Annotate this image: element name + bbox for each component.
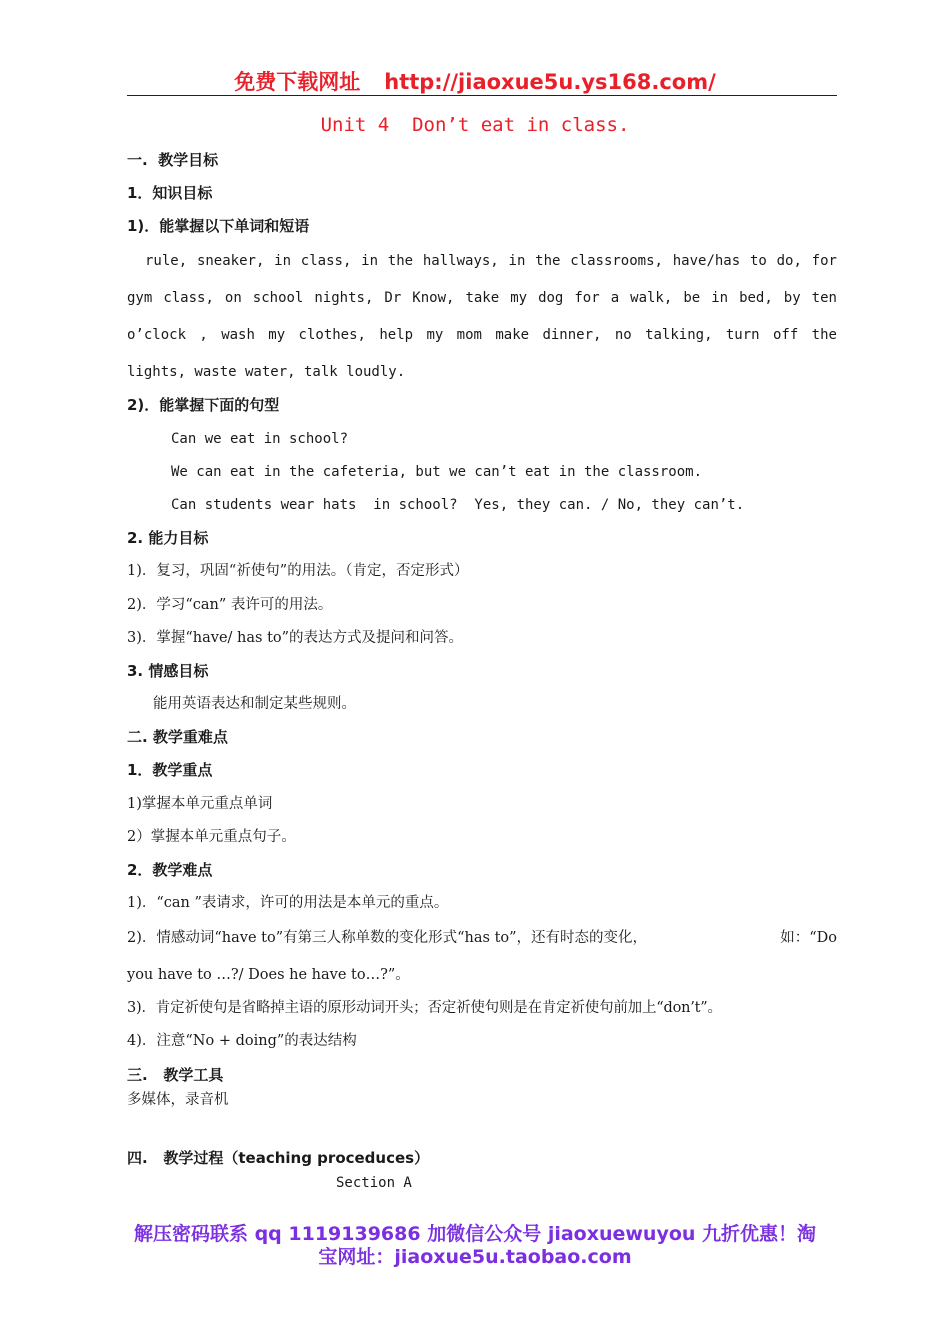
words-line-2 — [127, 288, 837, 308]
word-token: the — [811, 327, 837, 343]
difficulties-heading: 2．教学难点 — [127, 861, 213, 879]
difficulty-2-part-a: 2)．情感动词“have to”有第三人称单数的变化形式“has to”，还有时态的变化， — [127, 930, 648, 946]
word-token: dog — [538, 290, 564, 306]
page-title: Unit 4 Don’t eat in class. — [320, 114, 630, 136]
word-token: in — [274, 253, 292, 269]
word-token: gym — [127, 290, 153, 306]
ability-item-2: 2)．学习“can” 表许可的用法。 — [127, 597, 333, 613]
word-token: the — [535, 253, 561, 269]
word-token: bed, — [739, 290, 773, 306]
footer-line-1: 解压密码联系 qq 1119139686 加微信公众号 jiaoxuewuyou 九折优惠！淘 — [133, 1223, 817, 1245]
word-token: hallways, — [422, 253, 499, 269]
section-1-heading: 一. 教学目标 — [127, 151, 219, 169]
word-token: help — [379, 327, 414, 343]
emotion-goal-text: 能用英语表达和制定某些规则。 — [153, 696, 356, 712]
section-4-heading: 四. 教学过程（teaching proceduces） — [127, 1149, 430, 1167]
word-token: turn — [725, 327, 760, 343]
word-token: nights, — [314, 290, 374, 306]
key-point-2: 2）掌握本单元重点句子。 — [127, 829, 296, 845]
header-url-link[interactable]: http://jiaoxue5u.ys168.com/ — [384, 70, 716, 94]
word-token: on — [224, 290, 242, 306]
word-token: for — [574, 290, 600, 306]
words-line-1 — [145, 251, 837, 271]
knowledge-goal-heading: 1．知识目标 — [127, 184, 213, 202]
word-token: off — [772, 327, 799, 343]
word-token: Dr — [384, 290, 402, 306]
words-line-3 — [127, 325, 837, 345]
word-token: sneaker, — [196, 253, 265, 269]
word-token: in — [711, 290, 729, 306]
word-token: class, — [163, 290, 214, 306]
word-token: for — [811, 253, 837, 269]
sentences-heading: 2)．能掌握下面的句型 — [127, 396, 280, 414]
ability-goal-heading: 2. 能力目标 — [127, 529, 209, 547]
sentence-3: Can students wear hats in school? Yes, they can. / No, they can’t. — [171, 497, 745, 513]
header-label: 免费下载网址 — [234, 70, 361, 94]
word-token: clothes, — [298, 327, 366, 343]
word-token: the — [387, 253, 414, 269]
section-3-heading: 三. 教学工具 — [127, 1066, 224, 1084]
ability-item-1: 1)．复习，巩固“祈使句”的用法。（肯定，否定形式） — [127, 563, 469, 579]
difficulty-1: 1)．“can ”表请求，许可的用法是本单元的重点。 — [127, 895, 449, 911]
difficulty-4: 4)．注意“No + doing”的表达结构 — [127, 1033, 357, 1049]
teaching-tools-text: 多媒体，录音机 — [127, 1092, 229, 1108]
word-token: make — [495, 327, 530, 343]
word-token: to — [749, 253, 767, 269]
word-token: ten — [811, 290, 837, 306]
word-token: in — [508, 253, 526, 269]
difficulty-3: 3)．肯定祈使句是省略掉主语的原形动词开头；否定祈使句则是在肯定祈使句前加上“don’t”。 — [127, 1000, 722, 1016]
ability-item-3: 3)．掌握“have/ has to”的表达方式及提问和问答。 — [127, 630, 464, 646]
emotion-goal-heading: 3. 情感目标 — [127, 662, 209, 680]
word-token: class, — [300, 253, 352, 269]
word-token: have/has — [672, 253, 741, 269]
word-token: my — [426, 327, 444, 343]
section-2-heading: 二. 教学重难点 — [127, 728, 228, 746]
word-token: mom — [456, 327, 482, 343]
word-token: wash — [221, 327, 255, 343]
word-token: school — [252, 290, 304, 306]
word-token: by — [783, 290, 801, 306]
word-token: in — [361, 253, 379, 269]
section-a-label: Section A — [336, 1175, 412, 1191]
header-divider — [127, 95, 837, 96]
sentence-2: We can eat in the cafeteria, but we can’t eat in the classroom. — [171, 464, 703, 480]
word-token: classrooms, — [570, 253, 663, 269]
word-token: o’clock — [127, 327, 187, 343]
word-token: Know, — [412, 290, 455, 306]
header-banner — [0, 66, 950, 96]
word-token: walk, — [630, 290, 673, 306]
difficulty-2-part-c: you have to …?/ Does he have to…?”。 — [127, 967, 410, 983]
word-token: no — [614, 327, 632, 343]
difficulty-2-part-b: 如：“Do — [780, 930, 837, 946]
key-point-1: 1)掌握本单元重点单词 — [127, 796, 273, 812]
word-token: my — [510, 290, 528, 306]
word-token: rule, — [145, 253, 188, 269]
word-token: take — [465, 290, 500, 306]
word-token: a — [610, 290, 620, 306]
words-line-4: lights, waste water, talk loudly. — [127, 364, 406, 380]
word-token: , — [199, 327, 208, 343]
word-token: talking, — [645, 327, 713, 343]
word-token: do, — [776, 253, 802, 269]
key-points-heading: 1．教学重点 — [127, 761, 213, 779]
words-heading: 1)．能掌握以下单词和短语 — [127, 217, 310, 235]
sentence-1: Can we eat in school? — [171, 431, 349, 447]
footer-line-2: 宝网址：jiaoxue5u.taobao.com — [318, 1246, 632, 1268]
word-token: dinner, — [542, 327, 602, 343]
word-token: my — [268, 327, 286, 343]
word-token: be — [683, 290, 701, 306]
